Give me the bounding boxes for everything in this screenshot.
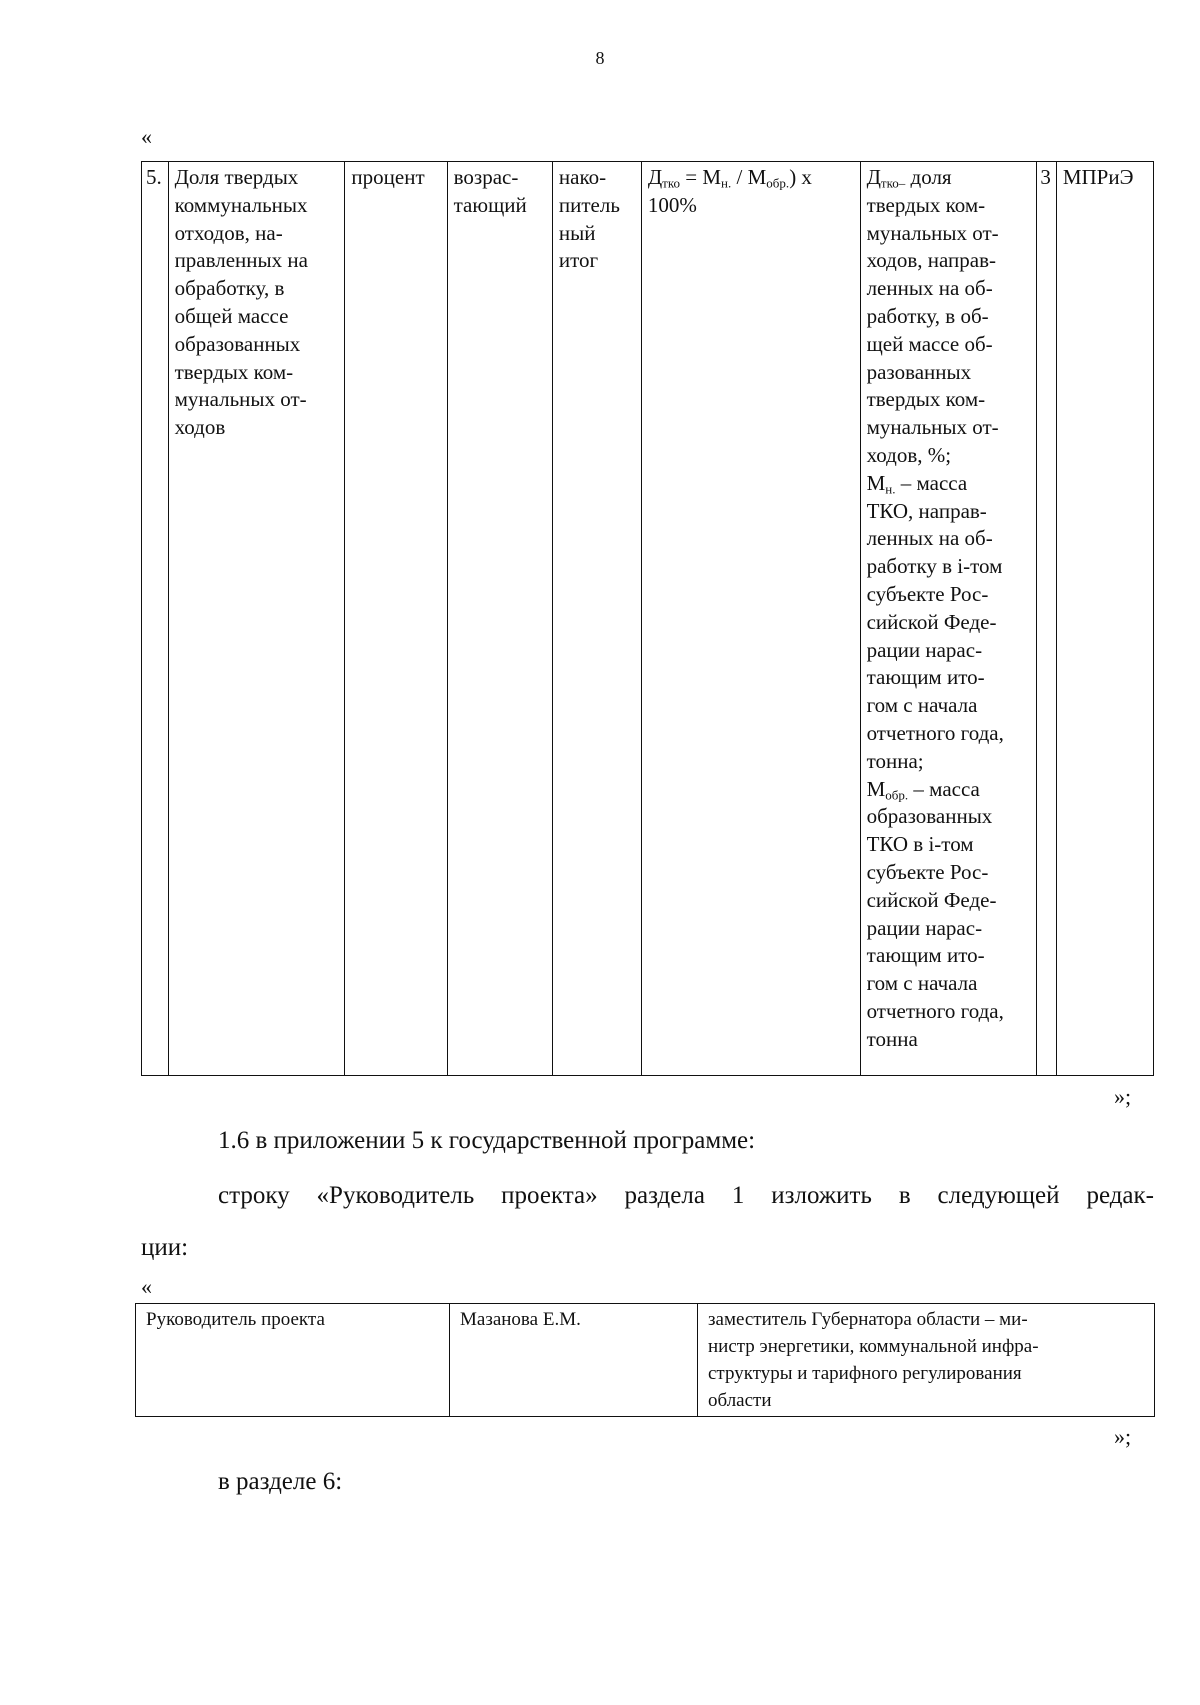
table-row: [142, 162, 1154, 1076]
indicator-number: 5.: [142, 162, 169, 1076]
indicator-description: $Д_{тко-}$ доля твердых ком- мунальных от- ходов, направ- ленных на об- работку, в об- щей массе об- разованных твердых ком- мунальных от- ходов, %; $М_{н.}$ – масса ТКО, направ- ленных на об- работку в i-том субъекте Рос- сийской Феде- рации нарас- тающим ито- гом с начала отчетного года, тонна; $М_{обр.}$ – масса образованных ТКО в i-том субъекте Рос- сийской Феде- рации нарас- тающим ито- гом с начала отчетного года, тонна: [860, 162, 1037, 1076]
project-leader-table: [135, 1303, 1155, 1417]
indicator-name: Доля твердых коммунальных отходов, на- правленных на обработку, в общей массе образованных твердых ком- мунальных от- ходов: [168, 162, 345, 1076]
paragraph-section-6: в разделе 6:: [218, 1468, 343, 1495]
quote-open-2: «: [141, 1274, 152, 1299]
indicator-responsible: МПРиЭ: [1056, 162, 1153, 1076]
quote-close-2: »;: [1114, 1424, 1132, 1449]
leader-label: Руководитель проекта: [136, 1304, 450, 1417]
paragraph-item-1-6: 1.6 в приложении 5 к государственной программе:: [218, 1127, 756, 1154]
paragraph-leader-line1: строку «Руководитель проекта» раздела 1 изложить в следующей редак-: [218, 1182, 1154, 1209]
table-row: [136, 1304, 1155, 1417]
leader-name: Мазанова Е.М.: [450, 1304, 698, 1417]
indicator-dynamics: возрас- тающий: [447, 162, 552, 1076]
page-number: 8: [595, 48, 605, 68]
quote-close-1: »;: [1114, 1084, 1132, 1109]
indicator-table: [141, 161, 1154, 1076]
indicator-formula: $Д_{тко} = М_{н.} / М_{обр.}$) х 100%: [641, 162, 860, 1076]
indicator-aggregation: нако- питель ный итог: [552, 162, 641, 1076]
paragraph-leader-line2: ции:: [141, 1234, 189, 1261]
indicator-method: 3: [1037, 162, 1056, 1076]
quote-open-1: «: [141, 124, 152, 149]
leader-position: заместитель Губернатора области – ми- нистр энергетики, коммунальной инфра- структуры и тарифного регулирования области: [698, 1304, 1155, 1417]
indicator-unit: процент: [345, 162, 447, 1076]
